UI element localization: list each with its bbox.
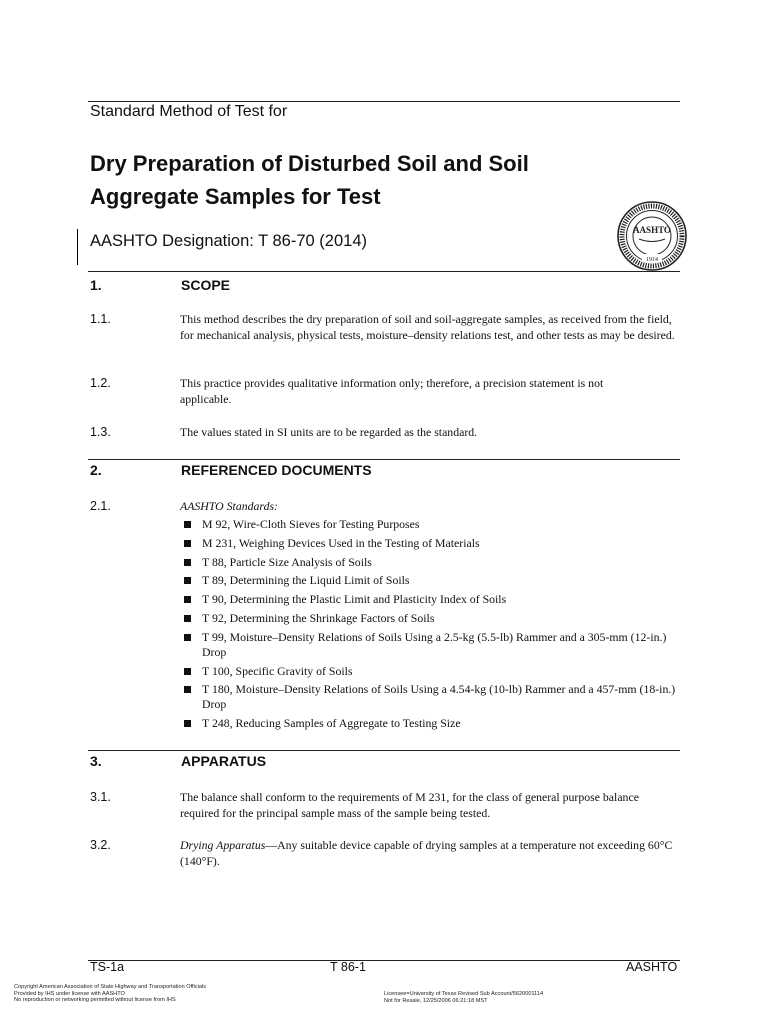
list-item: T 89, Determining the Liquid Limit of Soils [184,573,684,588]
para-number-1-1: 1.1. [90,312,111,326]
bullet-icon [184,521,191,528]
para-number-1-2: 1.2. [90,376,111,390]
para-1-1: This method describes the dry preparation of soil and soil-aggregate samples, as received from the field, for mechanical analysis, physical tests, moisture–density relations test, and other tests as may be desired. [180,312,675,342]
document-title [90,147,529,213]
bullet-icon [184,668,191,675]
list-item: M 92, Wire-Cloth Sieves for Testing Purposes [184,517,684,532]
list-item: T 92, Determining the Shrinkage Factors of Soils [184,611,684,626]
para-1-3: The values stated in SI units are to be regarded as the standard. [180,425,478,439]
text-cursor [77,229,78,265]
bullet-icon [184,615,191,622]
drying-apparatus-label: Drying Apparatus [180,838,266,852]
aashto-designation: AASHTO Designation: T 86-70 (2014) [90,232,367,250]
para-number-3-2: 3.2. [90,838,111,852]
referenced-standards-list [184,517,684,735]
bullet-icon [184,559,191,566]
seal-year: 1914 [646,257,658,263]
document-subtitle: Standard Method of Test for [90,103,288,120]
section-1-rule [88,271,680,272]
para-1-2: This practice provides qualitative information only; therefore, a precision statement is not applicable. [180,376,604,406]
section-number-3: 3. [90,753,102,769]
section-heading-apparatus: APPARATUS [181,753,267,769]
para-number-1-3: 1.3. [90,425,111,439]
list-item: T 100, Specific Gravity of Soils [184,664,684,679]
list-item: M 231, Weighing Devices Used in the Testing of Materials [184,536,684,551]
list-item: T 90, Determining the Plastic Limit and Plasticity Index of Soils [184,592,684,607]
list-item: T 180, Moisture–Density Relations of Soils Using a 4.54-kg (10-lb) Rammer and a 457-mm (18-in.) Drop [184,682,684,712]
footer-page-number: T 86-1 [330,960,366,974]
footer-rule [88,960,680,961]
bullet-icon [184,720,191,727]
para-3-2 [180,838,680,869]
list-item: T 248, Reducing Samples of Aggregate to Testing Size [184,716,684,731]
section-heading-scope: SCOPE [181,277,231,293]
bullet-icon [184,577,191,584]
section-number-1: 1. [90,277,102,293]
aashto-seal-icon [617,201,687,271]
bullet-icon [184,686,191,693]
para-number-3-1: 3.1. [90,790,111,804]
footer-left: TS-1a [90,960,125,974]
licensee-notice: Licensee=University of Texas Revised Sub Account/5620001114 Not for Resale, 12/25/2006 06:21:18 MST [384,991,544,1004]
copyright-notice: Copyright American Association of State Highway and Transportation Officials Provided by IHS under license with AASHTO No reproduction or networking permitted without license from IHS [14,984,207,1003]
footer-right: AASHTO [626,960,678,974]
top-rule [88,101,680,102]
para-3-1: The balance shall conform to the requirements of M 231, for the class of general purpose balance required for the principal sample mass of the sample being tested. [180,790,639,820]
section-2-rule [88,459,680,460]
bullet-icon [184,596,191,603]
drying-apparatus-text: —Any suitable device capable of drying samples at a temperature not exceeding 60°C (140°F). [180,838,673,868]
bullet-icon [184,540,191,547]
list-item: T 88, Particle Size Analysis of Soils [184,555,684,570]
title-line-2: Aggregate Samples for Test [90,184,381,209]
seal-monogram: AASHTO [633,225,671,235]
aashto-standards-label: AASHTO Standards: [180,499,278,513]
section-number-2: 2. [90,462,102,478]
section-3-rule [88,750,680,751]
list-item: T 99, Moisture–Density Relations of Soils Using a 2.5-kg (5.5-lb) Rammer and a 305-mm (12-in.) Drop [184,630,684,660]
para-number-2-1: 2.1. [90,499,111,513]
title-line-1: Dry Preparation of Disturbed Soil and Soil [90,151,529,176]
section-heading-referenced-documents: REFERENCED DOCUMENTS [181,462,372,478]
bullet-icon [184,634,191,641]
